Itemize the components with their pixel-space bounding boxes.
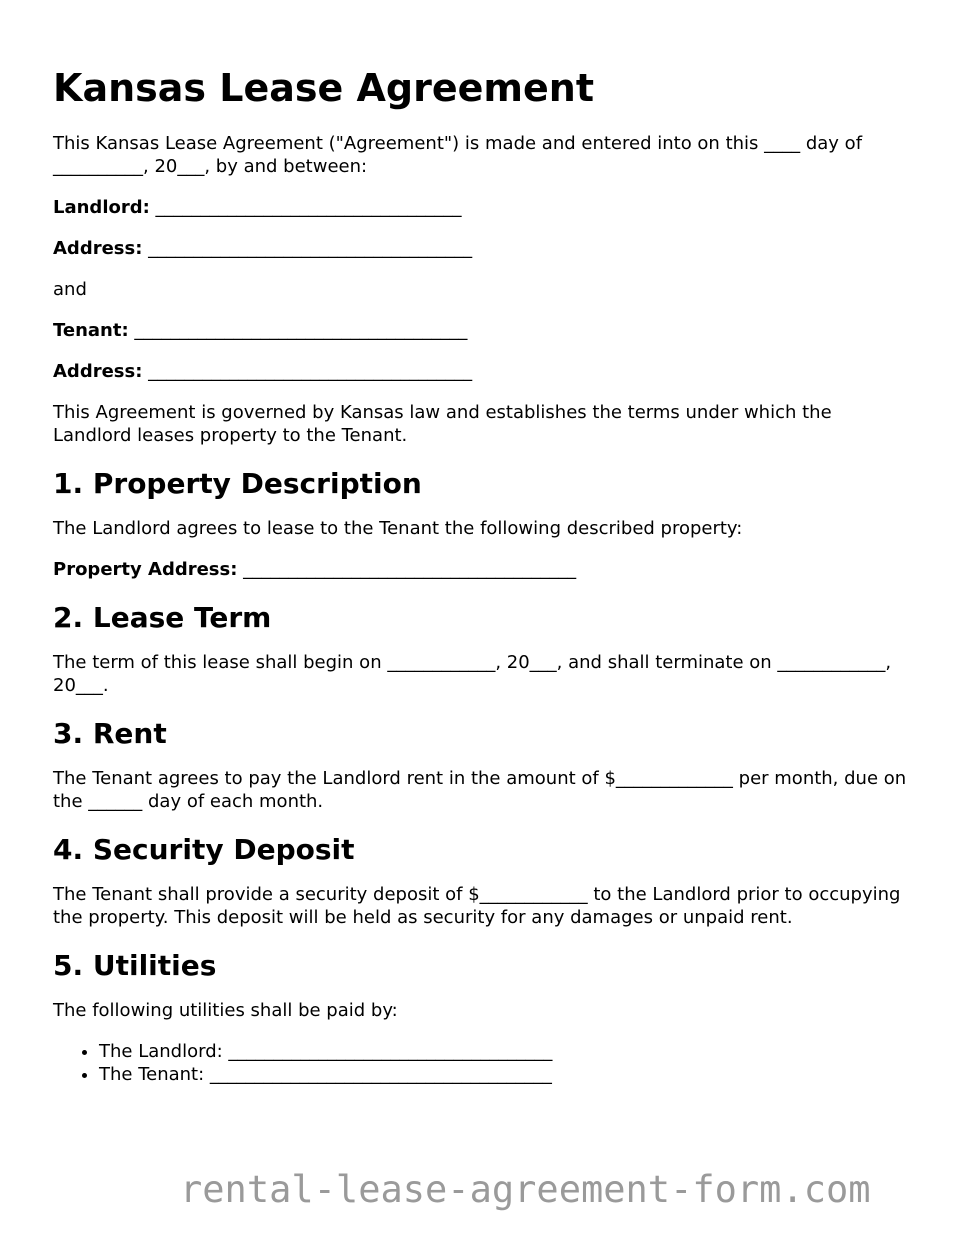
- tenant-blank[interactable]: _____________________________________: [134, 320, 468, 341]
- tenant-address-line: [53, 360, 913, 383]
- rent-text: The Tenant agrees to pay the Landlord rent in the amount of $_____________ per month, due on the ______ day of each month.: [53, 768, 907, 812]
- section-heading-utilities: 5. Utilities: [53, 949, 217, 982]
- governing-paragraph: This Agreement is governed by Kansas law and establishes the terms under which the Landlord leases property to the Tenant.: [53, 402, 832, 446]
- utilities-item-landlord: • The Landlord: ____________________________________: [99, 1040, 913, 1063]
- tenant-address-blank[interactable]: ____________________________________: [148, 361, 473, 382]
- landlord-blank[interactable]: __________________________________: [155, 197, 462, 218]
- tenant-line: [53, 319, 913, 342]
- section-heading-security-deposit: 4. Security Deposit: [53, 833, 355, 866]
- intro-paragraph: This Kansas Lease Agreement ("Agreement") is made and entered into on this ____ day of __________, 20___, by and between:: [53, 133, 863, 177]
- utilities-text: The following utilities shall be paid by:: [53, 1000, 398, 1021]
- landlord-address-label: Address:: [53, 238, 143, 259]
- landlord-address-blank[interactable]: ____________________________________: [148, 238, 473, 259]
- tenant-address-label: Address:: [53, 361, 143, 382]
- and-text: and: [53, 279, 87, 300]
- utilities-item-tenant: • The Tenant: ______________________________________: [99, 1063, 913, 1086]
- property-address-blank[interactable]: _____________________________________: [243, 559, 577, 580]
- property-text: The Landlord agrees to lease to the Tenant the following described property:: [53, 518, 743, 539]
- lease-term-text: The term of this lease shall begin on ____________, 20___, and shall terminate on ____________, 20___.: [53, 652, 892, 696]
- landlord-address-line: [53, 237, 913, 260]
- watermark: rental-lease-agreement-form.com: [180, 1168, 871, 1211]
- tenant-label: Tenant:: [53, 320, 129, 341]
- utilities-list: [53, 1040, 913, 1086]
- document-page: [53, 62, 913, 1086]
- section-heading-property: 1. Property Description: [53, 467, 422, 500]
- document-title: Kansas Lease Agreement: [53, 66, 594, 110]
- property-address-line: [53, 558, 913, 581]
- landlord-label: Landlord:: [53, 197, 150, 218]
- section-heading-lease-term: 2. Lease Term: [53, 601, 272, 634]
- landlord-line: [53, 196, 913, 219]
- property-address-label: Property Address:: [53, 559, 238, 580]
- security-deposit-text: The Tenant shall provide a security deposit of $____________ to the Landlord prior to occupying the property. This deposit will be held as security for any damages or unpaid rent.: [53, 884, 901, 928]
- section-heading-rent: 3. Rent: [53, 717, 167, 750]
